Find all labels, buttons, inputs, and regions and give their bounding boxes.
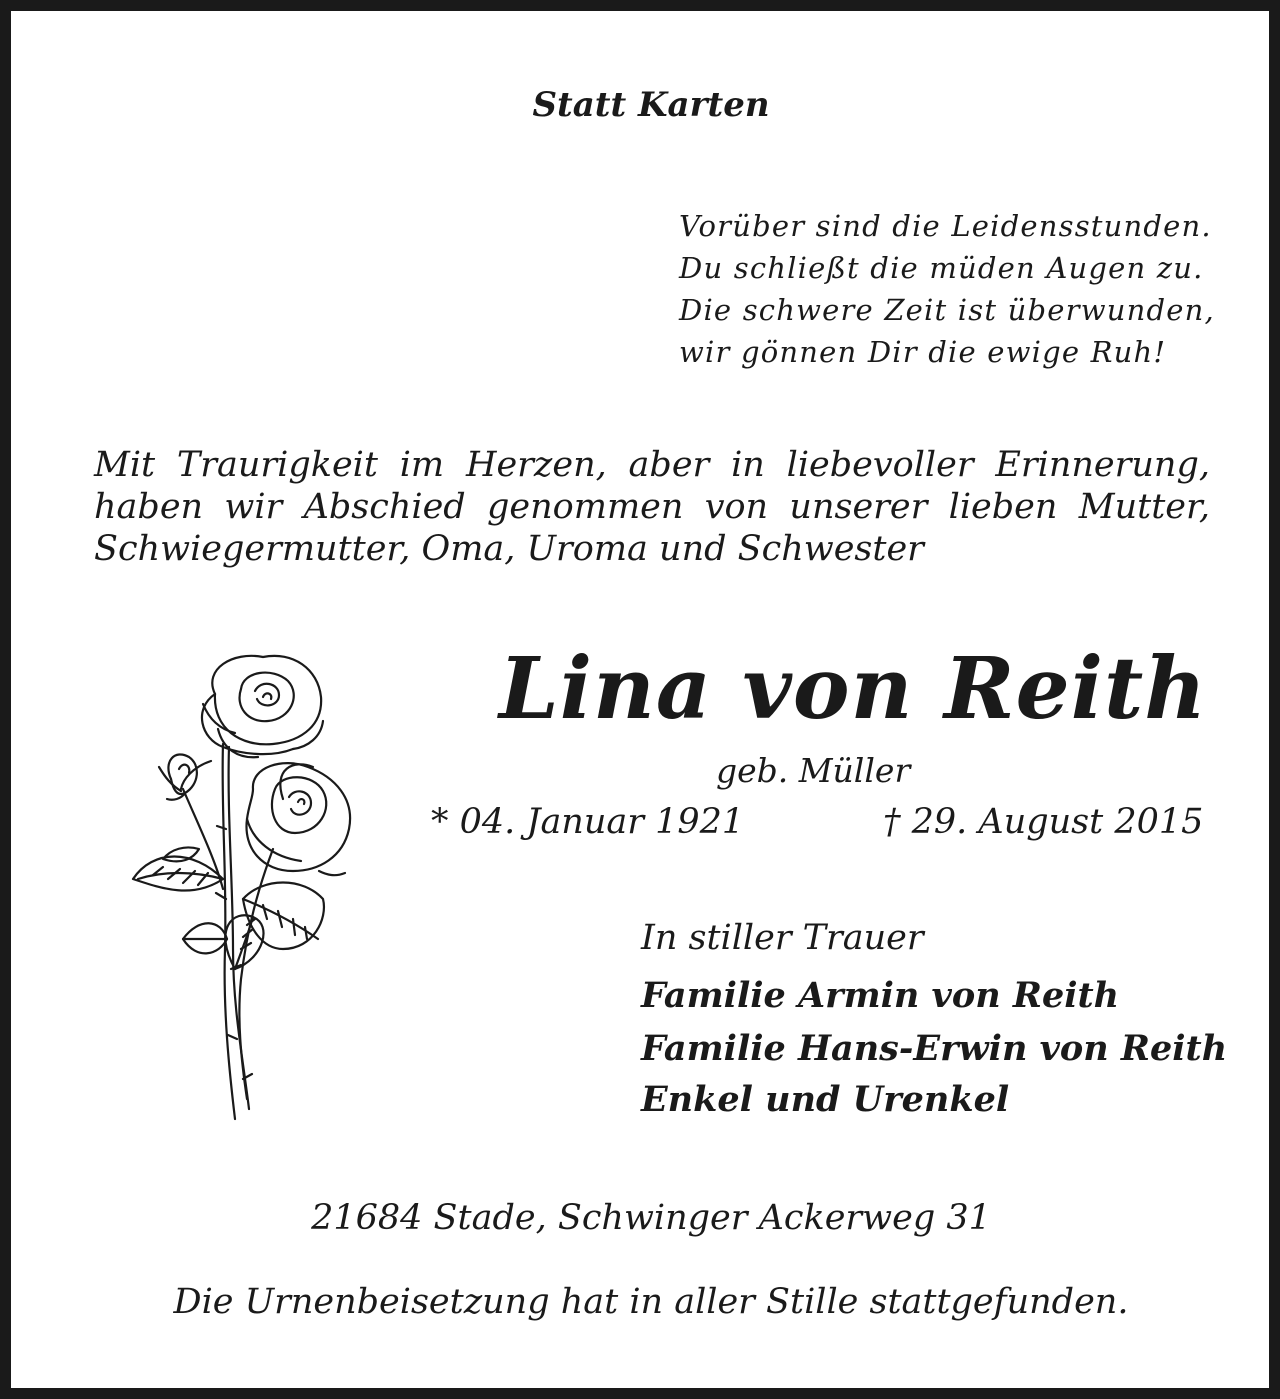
poem-line: wir gönnen Dir die ewige Ruh!: [679, 335, 1167, 369]
closing-note: Die Urnenbeisetzung hat in aller Stille stattgefunden.: [173, 1282, 1129, 1322]
family-line: Familie Hans-Erwin von Reith: [641, 1028, 1228, 1069]
family-line: Enkel und Urenkel: [641, 1079, 1010, 1120]
intro-line: Mit Traurigkeit im Herzen, aber in liebevoller Erinnerung,: [94, 445, 1210, 485]
maiden-name: geb. Müller: [716, 751, 911, 790]
deceased-name: Lina von Reith: [499, 639, 1208, 739]
address: 21684 Stade, Schwinger Ackerweg 31: [311, 1198, 991, 1238]
poem-line: Du schließt die müden Augen zu.: [679, 251, 1204, 285]
birth-date: * 04. Januar 1921: [431, 802, 745, 842]
family-line: Familie Armin von Reith: [641, 975, 1120, 1016]
poem-line: Die schwere Zeit ist überwunden,: [679, 293, 1215, 327]
heading: Statt Karten: [532, 85, 770, 125]
death-date: † 29. August 2015: [883, 802, 1204, 842]
mourning-label: In stiller Trauer: [641, 918, 924, 958]
poem-line: Vorüber sind die Leidensstunden.: [679, 209, 1212, 243]
intro-line: Schwiegermutter, Oma, Uroma und Schwester: [94, 529, 924, 569]
rose-illustration: [123, 649, 353, 1129]
intro-line: haben wir Abschied genommen von unserer lieben Mutter,: [94, 487, 1210, 527]
